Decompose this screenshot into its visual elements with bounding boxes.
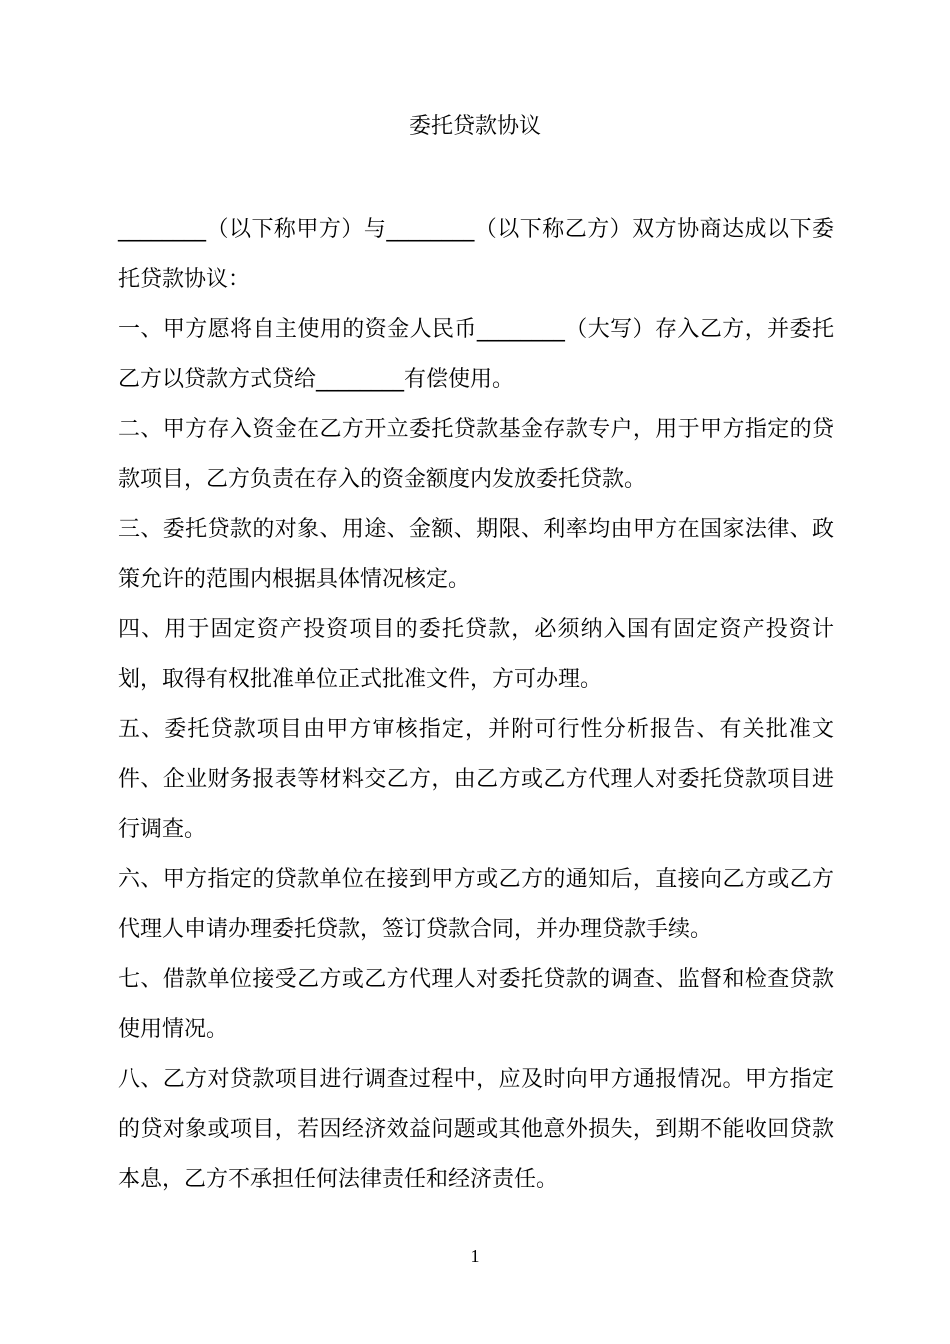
paragraph-clause-1: 一、甲方愿将自主使用的资金人民币________（大写）存入乙方，并委托乙方以贷款方式贷给________有偿使用。 — [118, 317, 834, 392]
paragraph-clause-5: 五、委托贷款项目由甲方审核指定，并附可行性分析报告、有关批准文件、企业财务报表等材料交乙方，由乙方或乙方代理人对委托贷款项目进行调查。 — [118, 717, 834, 842]
paragraph-clause-8: 八、乙方对贷款项目进行调查过程中，应及时向甲方通报情况。甲方指定的贷对象或项目，若因经济效益问题或其他意外损失，到期不能收回贷款本息，乙方不承担任何法律责任和经济责任。 — [118, 1067, 834, 1192]
paragraph-clause-4: 四、用于固定资产投资项目的委托贷款，必须纳入国有固定资产投资计划，取得有权批准单位正式批准文件，方可办理。 — [118, 617, 834, 692]
paragraph-clause-3: 三、委托贷款的对象、用途、金额、期限、利率均由甲方在国家法律、政策允许的范围内根据具体情况核定。 — [118, 517, 834, 592]
page-number: 1 — [470, 1246, 480, 1266]
paragraph-clause-2: 二、甲方存入资金在乙方开立委托贷款基金存款专户，用于甲方指定的贷款项目，乙方负责在存入的资金额度内发放委托贷款。 — [118, 417, 834, 492]
paragraph-clause-6: 六、甲方指定的贷款单位在接到甲方或乙方的通知后，直接向乙方或乙方代理人申请办理委托贷款，签订贷款合同，并办理贷款手续。 — [118, 867, 834, 942]
document-title: 委托贷款协议 — [408, 114, 541, 139]
paragraph-clause-7: 七、借款单位接受乙方或乙方代理人对委托贷款的调查、监督和检查贷款使用情况。 — [118, 967, 834, 1042]
document-body — [118, 205, 834, 1205]
paragraph-intro: ________（以下称甲方）与________（以下称乙方）双方协商达成以下委托贷款协议： — [118, 217, 834, 292]
